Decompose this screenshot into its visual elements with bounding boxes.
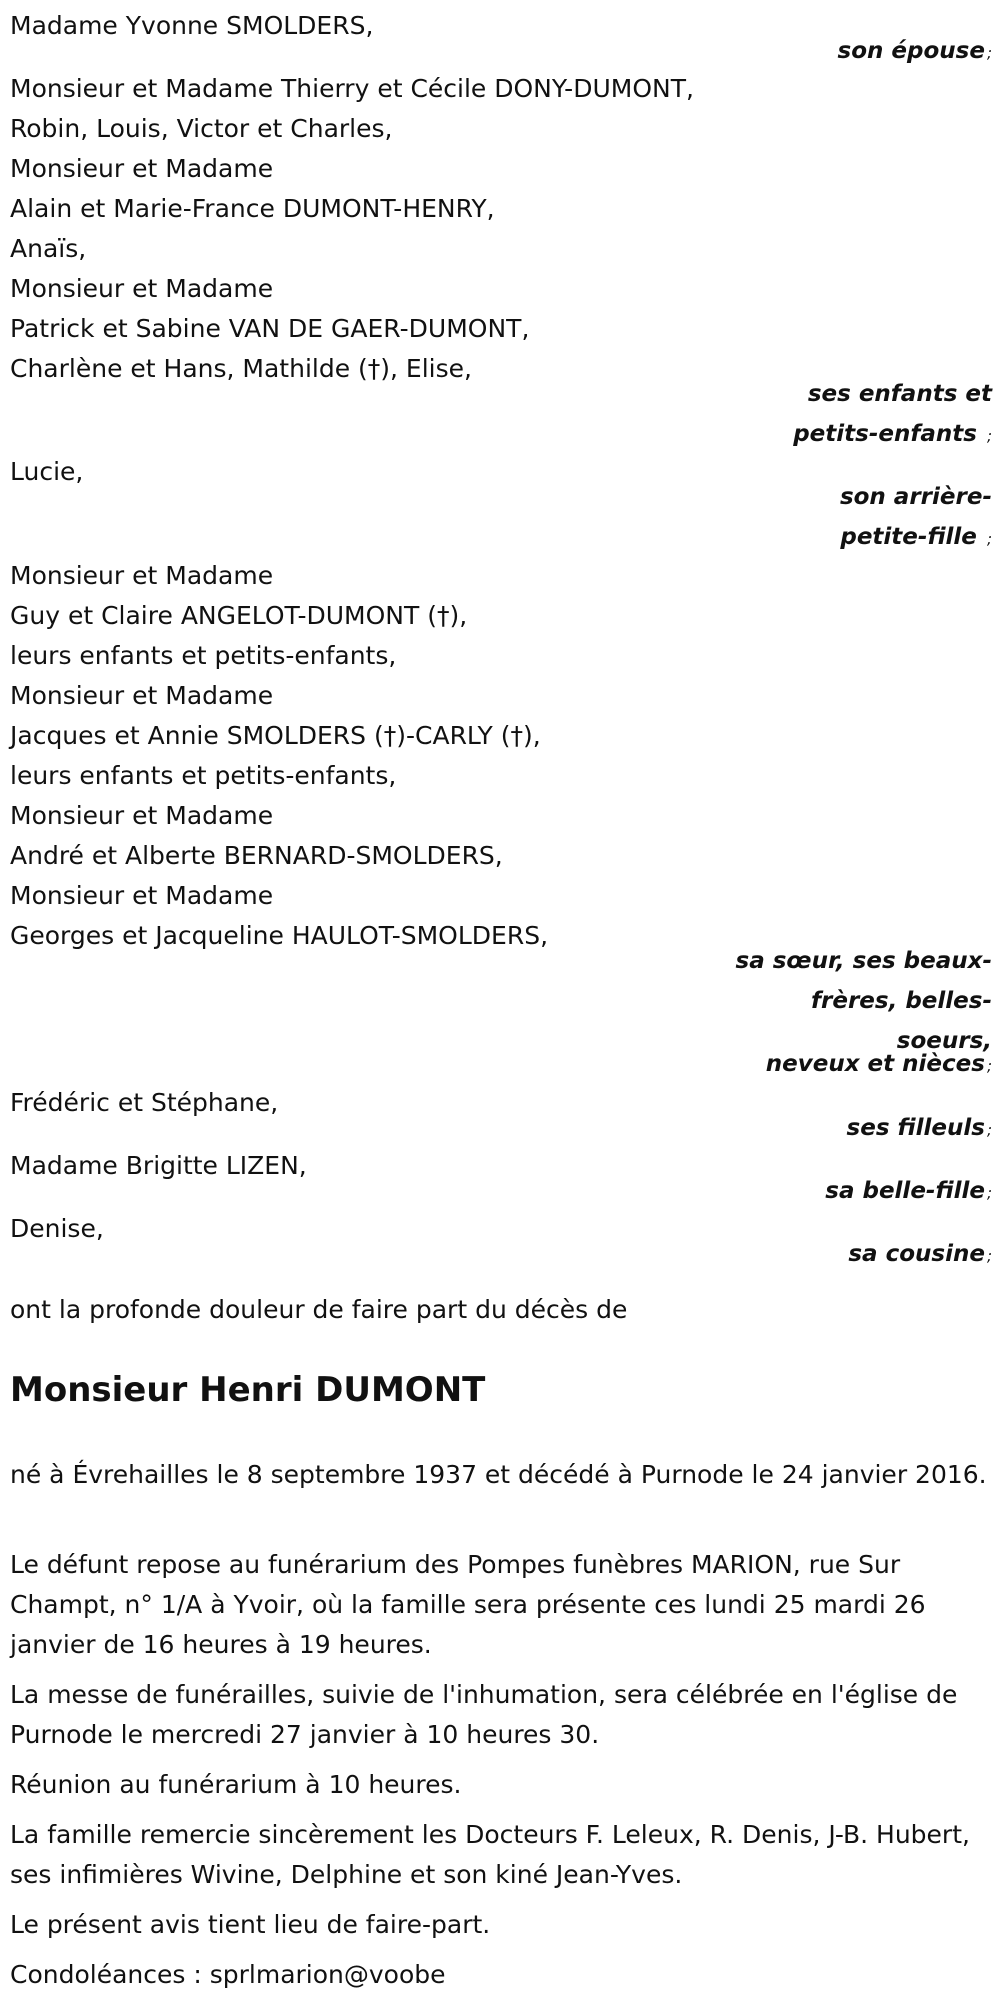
funerarium-paragraph: Le défunt repose au funérarium des Pompes funèbres MARION, rue Sur Champt, n° 1/A à Yvoir, où la famille sera présente ces lundi 25 mardi 26 janvier de 16 heures à 19 heures. xyxy=(10,1550,926,1659)
family-line: Monsieur et Madame xyxy=(10,681,274,710)
role-great-granddaughter-line1: son arrière- xyxy=(839,484,992,510)
family-line: Lucie, xyxy=(10,457,84,486)
family-line: Denise, xyxy=(10,1214,104,1243)
family-line: Anaïs, xyxy=(10,234,87,263)
role-cousin: sa cousine ; xyxy=(848,1241,992,1267)
family-line: Guy et Claire ANGELOT-DUMONT (†), xyxy=(10,601,468,630)
role-godchildren: ses filleuls ; xyxy=(846,1115,992,1141)
announcement-intro: ont la profonde douleur de faire part du décès de xyxy=(10,1295,628,1324)
meeting-paragraph: Réunion au funérarium à 10 heures. xyxy=(10,1770,462,1799)
family-line: André et Alberte BERNARD-SMOLDERS, xyxy=(10,841,503,870)
family-line: leurs enfants et petits-enfants, xyxy=(10,761,397,790)
role-daughter-in-law: sa belle-fille ; xyxy=(825,1178,992,1204)
thanks-paragraph: La famille remercie sincèrement les Docteurs F. Leleux, R. Denis, J-B. Hubert, ses infimières Wivine, Delphine et son kiné Jean-Yves. xyxy=(10,1820,970,1889)
deceased-name: Monsieur Henri DUMONT xyxy=(10,1370,486,1410)
family-line: Monsieur et Madame xyxy=(10,881,274,910)
family-line: Charlène et Hans, Mathilde (†), Elise, xyxy=(10,354,472,383)
family-line: Robin, Louis, Victor et Charles, xyxy=(10,114,393,143)
role-siblings-line3: soeurs, xyxy=(896,1028,992,1054)
family-line: Monsieur et Madame xyxy=(10,801,274,830)
family-line: Monsieur et Madame xyxy=(10,274,274,303)
family-line: Jacques et Annie SMOLDERS (†)-CARLY (†), xyxy=(10,721,541,750)
family-line: Madame Yvonne SMOLDERS, xyxy=(10,11,374,40)
role-spouse: son épouse ; xyxy=(837,38,992,64)
family-line: Monsieur et Madame xyxy=(10,561,274,590)
birth-death-paragraph: né à Évrehailles le 8 septembre 1937 et décédé à Purnode le 24 janvier 2016. xyxy=(10,1460,987,1489)
role-children-line1: ses enfants et xyxy=(807,381,992,407)
family-line: Frédéric et Stéphane, xyxy=(10,1088,279,1117)
family-line: Madame Brigitte LIZEN, xyxy=(10,1151,307,1180)
family-line: Monsieur et Madame Thierry et Cécile DONY-DUMONT, xyxy=(10,74,694,103)
role-children-line2: petits-enfants ; xyxy=(793,421,992,447)
family-line: Alain et Marie-France DUMONT-HENRY, xyxy=(10,194,495,223)
condolences-paragraph: Condoléances : sprlmarion@voobe xyxy=(10,1960,446,1989)
family-line: leurs enfants et petits-enfants, xyxy=(10,641,397,670)
role-siblings-line4: neveux et nièces ; xyxy=(765,1051,992,1077)
family-line: Monsieur et Madame xyxy=(10,154,274,183)
family-line: Patrick et Sabine VAN DE GAER-DUMONT, xyxy=(10,314,530,343)
role-siblings-line1: sa sœur, ses beaux- xyxy=(735,948,992,974)
family-line: Georges et Jacqueline HAULOT-SMOLDERS, xyxy=(10,921,549,950)
role-siblings-line2: frères, belles- xyxy=(811,988,992,1014)
role-great-granddaughter-line2: petite-fille ; xyxy=(840,524,992,550)
notice-paragraph: Le présent avis tient lieu de faire-part. xyxy=(10,1910,491,1939)
mass-paragraph: La messe de funérailles, suivie de l'inhumation, sera célébrée en l'église de Purnode le mercredi 27 janvier à 10 heures 30. xyxy=(10,1680,958,1749)
